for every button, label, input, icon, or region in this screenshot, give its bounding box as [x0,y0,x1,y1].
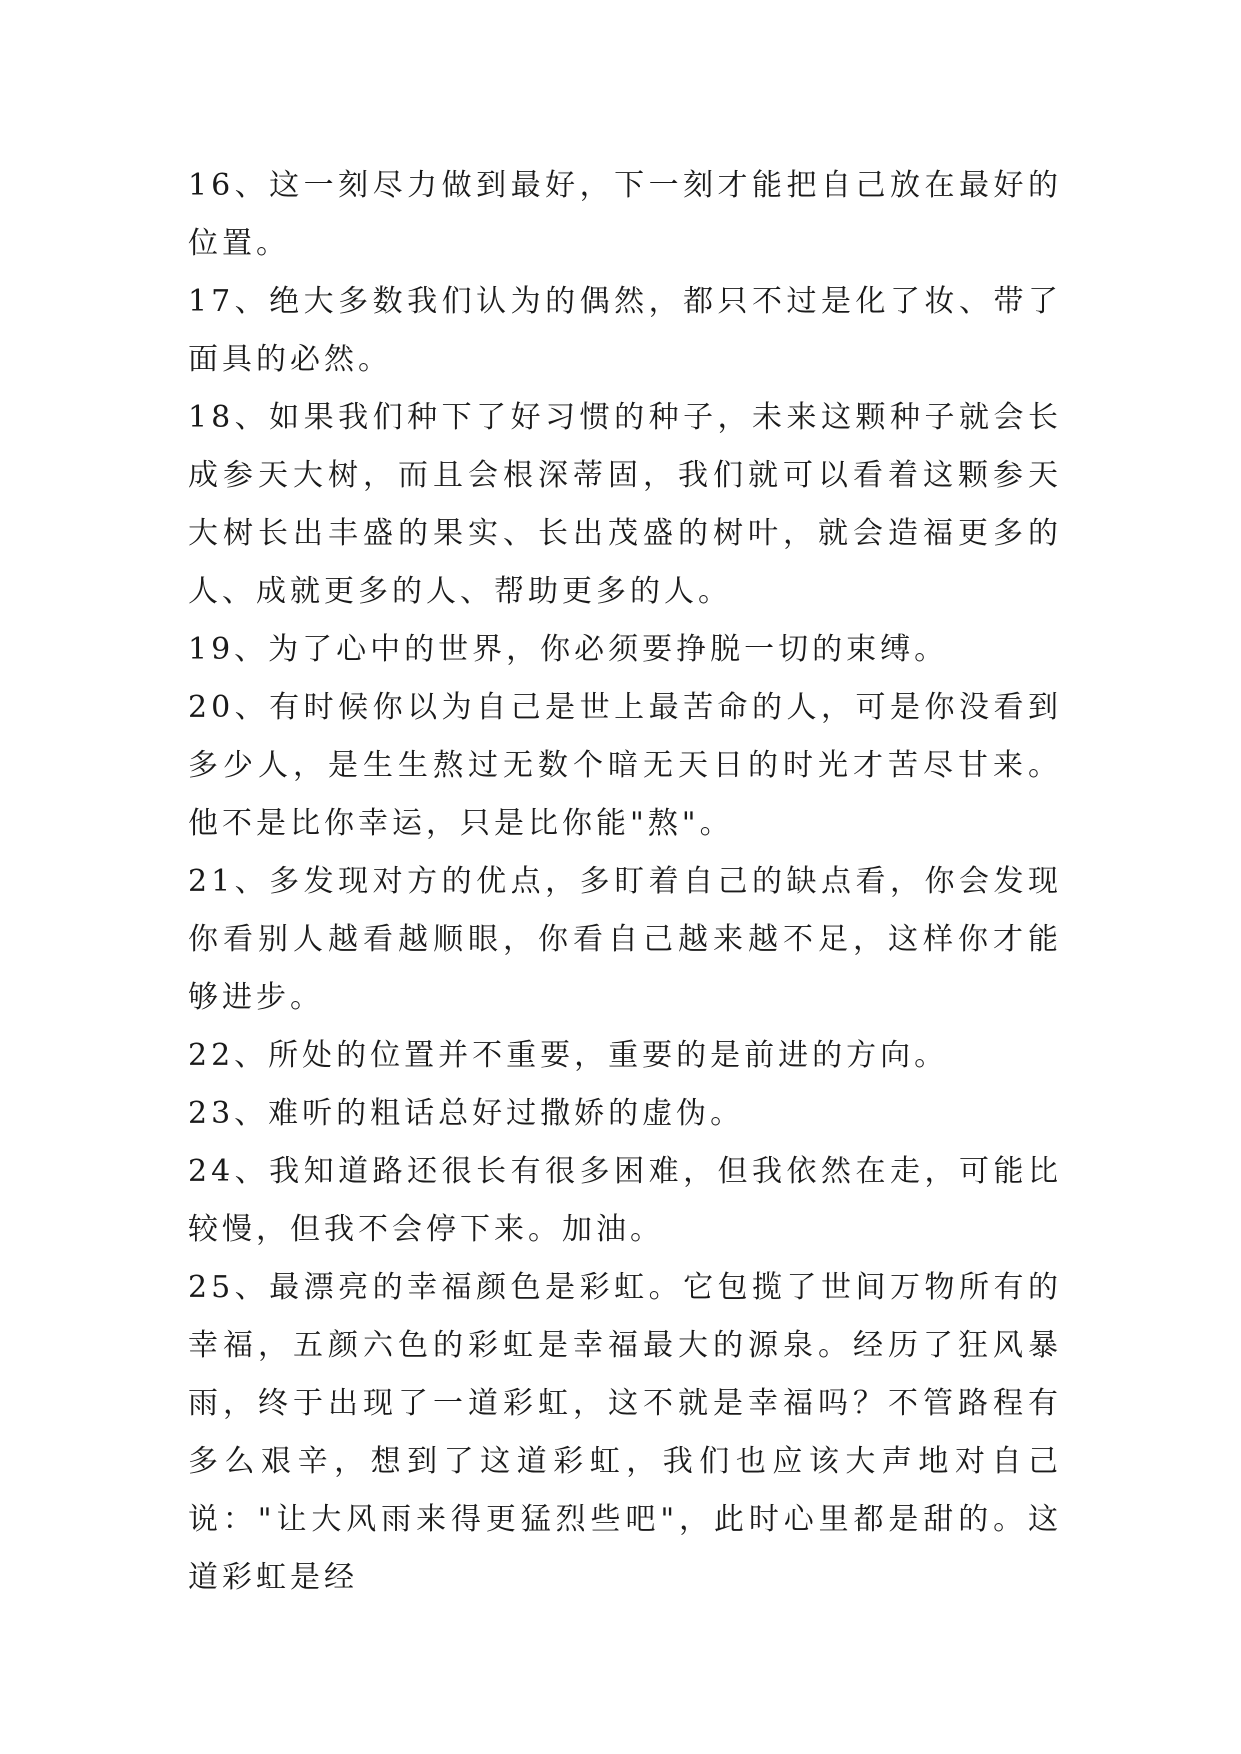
paragraph-24: 24、我知道路还很长有很多困难，但我依然在走，可能比较慢，但我不会停下来。加油。 [188,1154,1062,1247]
paragraph-21: 21、多发现对方的优点，多盯着自己的缺点看，你会发现你看别人越看越顺眼，你看自己越来越不足，这样你才能够进步。 [188,864,1062,1015]
paragraph-25: 25、最漂亮的幸福颜色是彩虹。它包揽了世间万物所有的幸福，五颜六色的彩虹是幸福最大的源泉。经历了狂风暴雨，终于出现了一道彩虹，这不就是幸福吗？不管路程有多么艰辛，想到了这道彩虹，我们也应该大声地对自己说："让大风雨来得更猛烈些吧"，此时心里都是甜的。这道彩虹是经 [188,1270,1062,1595]
paragraph-22: 22、所处的位置并不重要，重要的是前进的方向。 [188,1038,949,1073]
paragraph-23: 23、难听的粗话总好过撒娇的虚伪。 [188,1096,745,1131]
paragraph-19: 19、为了心中的世界，你必须要挣脱一切的束缚。 [188,632,949,667]
paragraph-20: 20、有时候你以为自己是世上最苦命的人，可是你没看到多少人，是生生熬过无数个暗无天日的时光才苦尽甘来。他不是比你幸运，只是比你能"熬"。 [188,690,1062,841]
document-body [188,157,1062,1607]
paragraph-17: 17、绝大多数我们认为的偶然，都只不过是化了妆、带了面具的必然。 [188,284,1062,377]
paragraph-18: 18、如果我们种下了好习惯的种子，未来这颗种子就会长成参天大树，而且会根深蒂固，我们就可以看着这颗参天大树长出丰盛的果实、长出茂盛的树叶，就会造福更多的人、成就更多的人、帮助更多的人。 [188,400,1062,609]
paragraph-16: 16、这一刻尽力做到最好，下一刻才能把自己放在最好的位置。 [188,168,1062,261]
